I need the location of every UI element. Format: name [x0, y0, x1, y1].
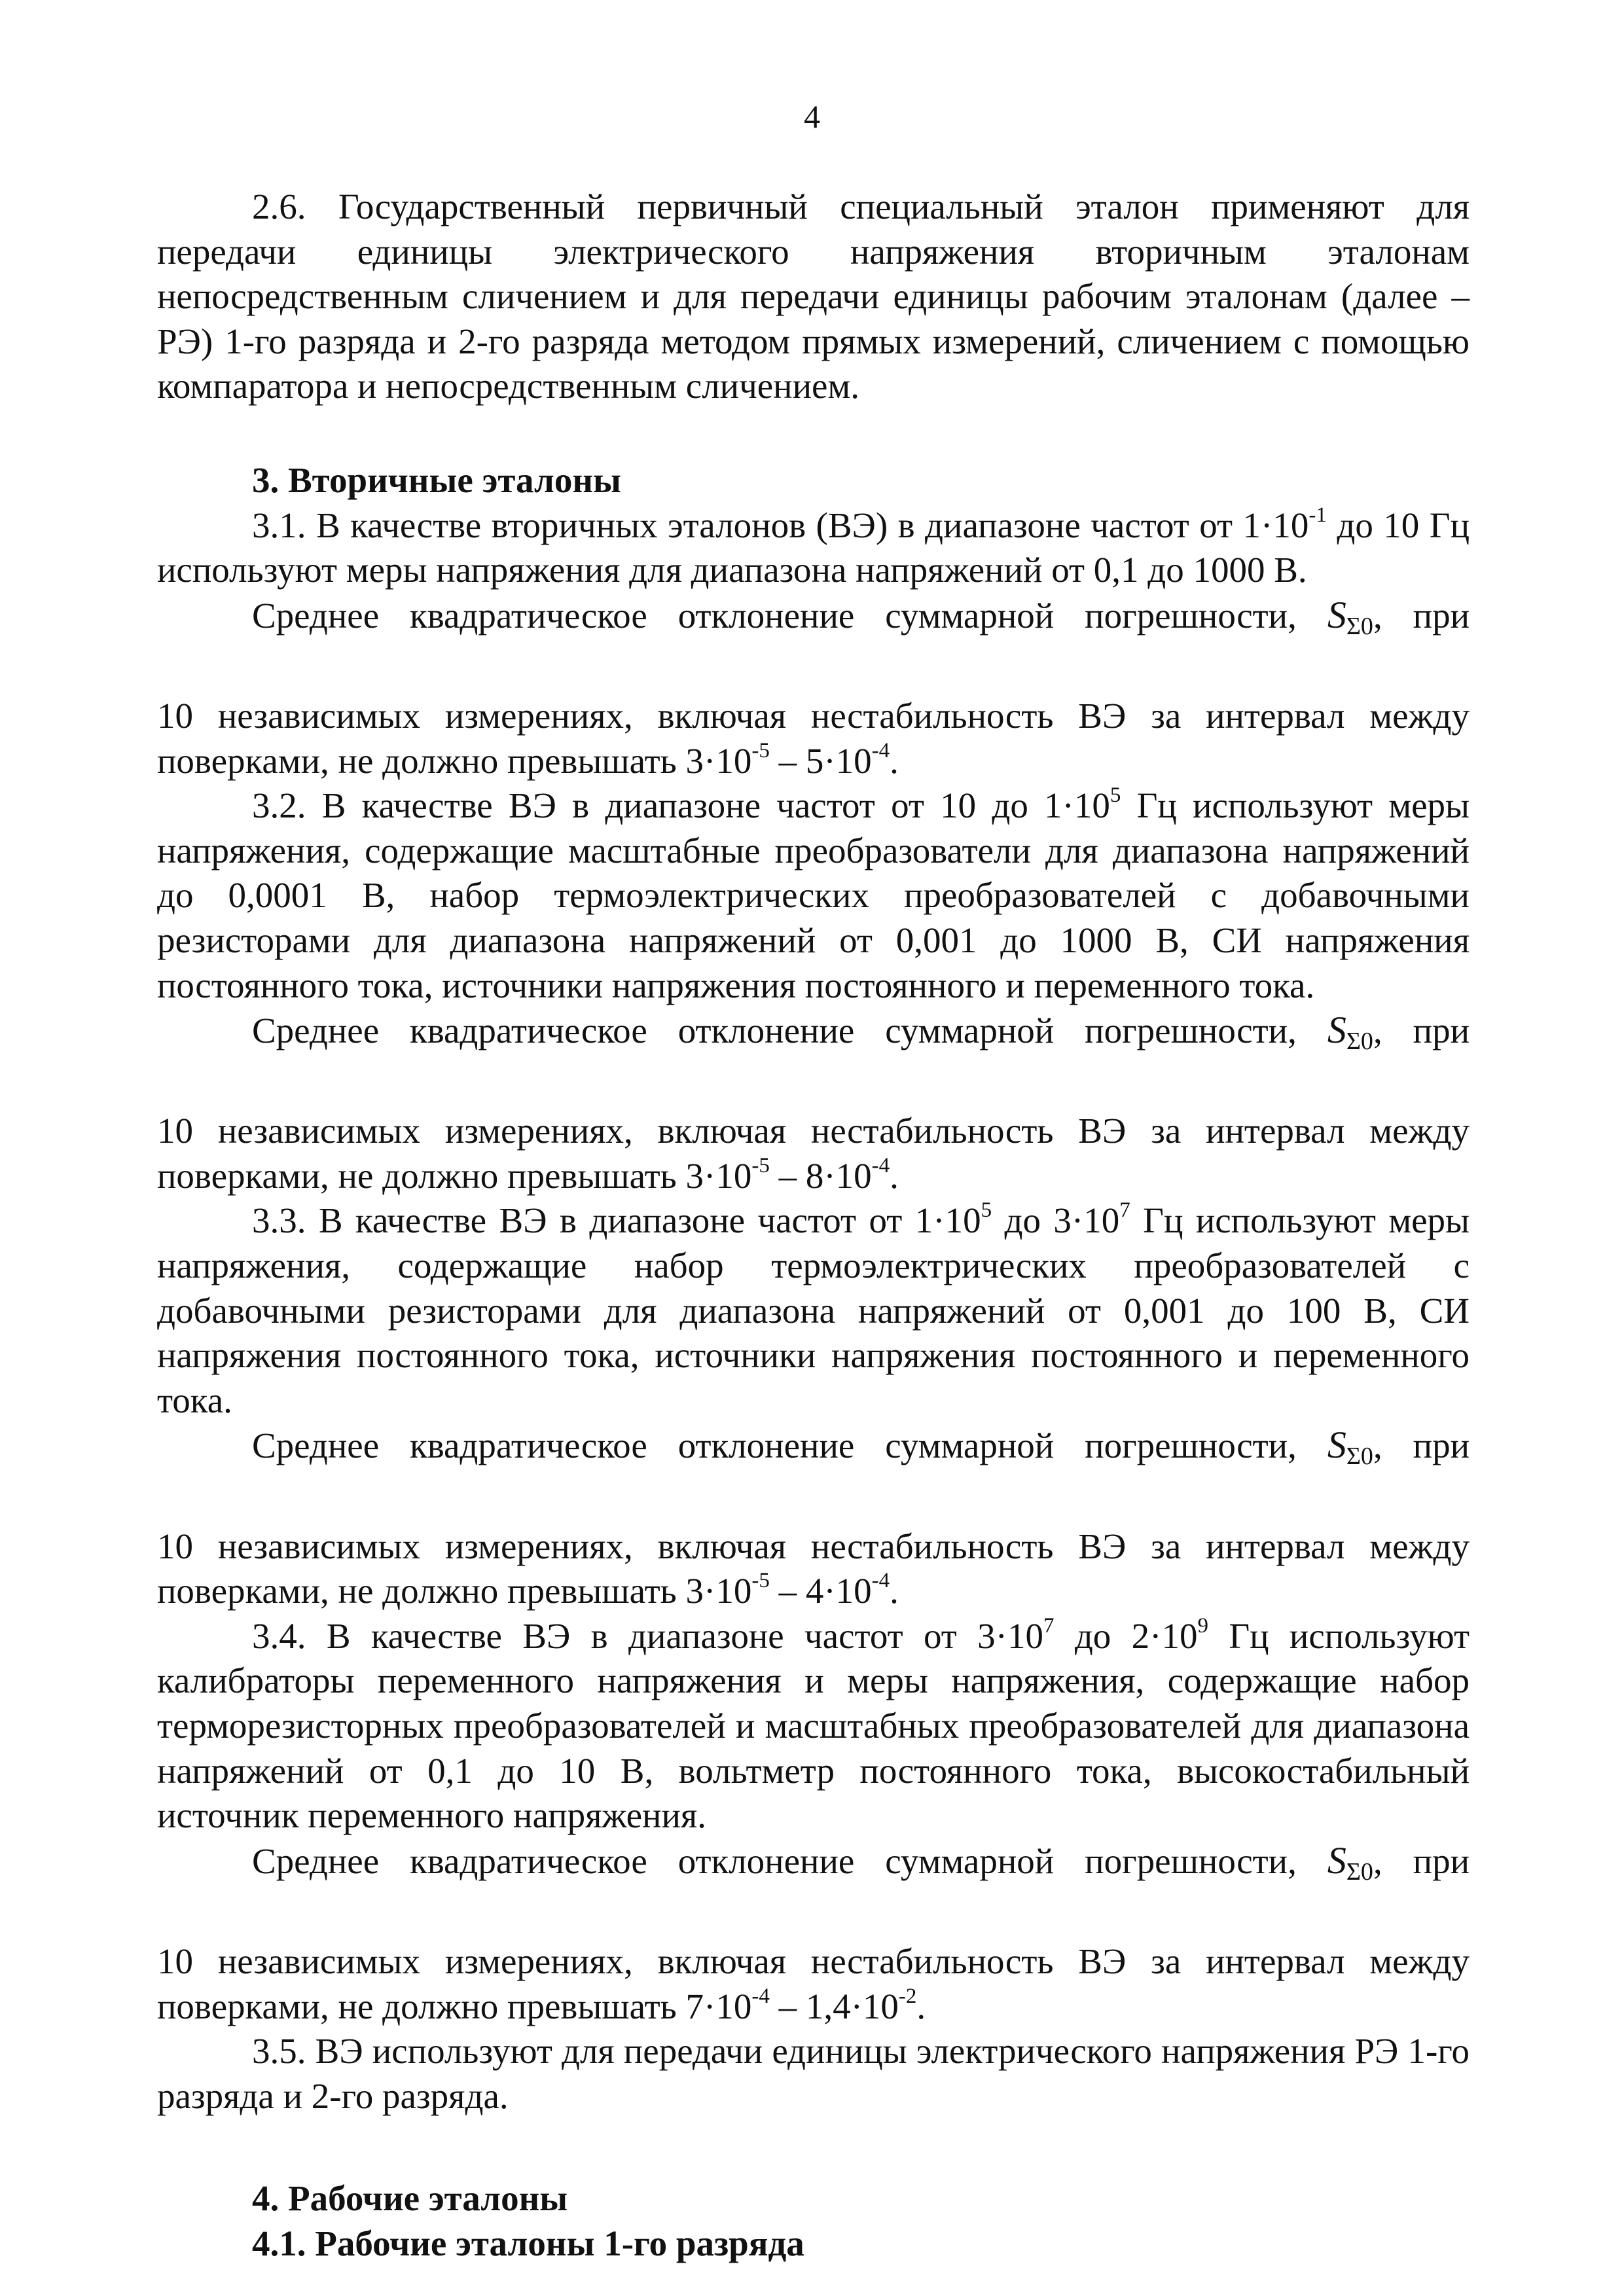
deviation-requirement-3-2: 10 независимых измерениях, включая нестабильность ВЭ за интервал между поверками, не должно превышать $3\cdot 10^{-5} - 8\cdot 10^{-4}$. — [157, 1111, 1470, 1196]
paragraph-2-6: 2.6. Государственный первичный специальный эталон применяют для передачи единицы электрического напряжения вторичным эталонам непосредственным сличением и для передачи единицы рабочим эталонам (далее – РЭ) 1-го разряда и 2-го разряда методом прямых измерений, сличением с помощью компаратора и непосредственным сличением. — [157, 187, 1470, 406]
deviation-formula-line: Среднее квадратическое отклонение суммарной погрешности, $S_{\Sigma 0}$, при — [252, 1009, 1470, 1056]
sigma-symbol: $S_{\Sigma 0}$ — [1327, 1839, 1373, 1886]
deviation-requirement-3-3: 10 независимых измерениях, включая нестабильность ВЭ за интервал между поверками, не должно превышать $3\cdot 10^{-5} - 4\cdot 10^{-4}$. — [157, 1526, 1470, 1611]
paragraph-3-4: 3.4. В качестве ВЭ в диапазоне частот от $3\cdot 10^7$ до $2\cdot 10^9$ Гц используют калибраторы переменного напряжения и меры напряжения, содержащие набор терморезисторных преобразователей и масштабных преобразователей для диапазона напряжений от 0,1 до 10 В, вольтметр постоянного тока, высокостабильный источник переменного напряжения. — [157, 1613, 1470, 1836]
page-number: 4 — [804, 98, 820, 135]
sigma-symbol: $S_{\Sigma 0}$ — [1327, 593, 1373, 640]
section-3-heading: 3. Вторичные эталоны — [252, 459, 621, 500]
section-4-1-heading: 4.1. Рабочие эталоны 1-го разряда — [252, 2223, 804, 2263]
deviation-requirement-3-1: 10 независимых измерениях, включая нестабильность ВЭ за интервал между поверками, не должно превышать $3\cdot 10^{-5} - 5\cdot 10^{-4}$. — [157, 695, 1470, 781]
document-body — [157, 185, 1470, 2267]
deviation-requirement-3-4: 10 независимых измерениях, включая нестабильность ВЭ за интервал между поверками, не должно превышать $7\cdot 10^{-4} - 1,4\cdot 10^{-2}$. — [157, 1941, 1470, 2026]
sigma-symbol: $S_{\Sigma 0}$ — [1327, 1009, 1373, 1056]
deviation-formula-line: Среднее квадратическое отклонение суммарной погрешности, $S_{\Sigma 0}$, при — [252, 593, 1470, 640]
sigma-symbol: $S_{\Sigma 0}$ — [1327, 1424, 1373, 1471]
paragraph-3-2: 3.2. В качестве ВЭ в диапазоне частот от 10 до $1\cdot 10^5$ Гц используют меры напряжения, содержащие масштабные преобразователи для диапазона напряжений до 0,0001 В, набор термоэлектрических преобразователей с добавочными резисторами для диапазона напряжений от 0,001 до 1000 В, СИ напряжения постоянного тока, источники напряжения постоянного и переменного тока. — [157, 783, 1470, 1005]
section-4-heading: 4. Рабочие эталоны — [252, 2178, 568, 2219]
paragraph-3-5: 3.5. ВЭ используют для передачи единицы электрического напряжения РЭ 1-го разряда и 2-го разряда. — [157, 2031, 1470, 2116]
deviation-formula-line: Среднее квадратическое отклонение суммарной погрешности, $S_{\Sigma 0}$, при — [252, 1424, 1470, 1471]
paragraph-3-1: 3.1. В качестве вторичных эталонов (ВЭ) в диапазоне частот от $1\cdot 10^{-1}$ до 10 Гц используют меры напряжения для диапазона напряжений от 0,1 до 1000 В. — [157, 503, 1470, 590]
deviation-formula-line: Среднее квадратическое отклонение суммарной погрешности, $S_{\Sigma 0}$, при — [252, 1839, 1470, 1886]
paragraph-3-3: 3.3. В качестве ВЭ в диапазоне частот от $1\cdot 10^5$ до $3\cdot 10^7$ Гц используют меры напряжения, содержащие набор термоэлектрических преобразователей с добавочными резисторами для диапазона напряжений от 0,001 до 100 В, СИ напряжения постоянного тока, источники напряжения постоянного и переменного тока. — [157, 1198, 1470, 1420]
